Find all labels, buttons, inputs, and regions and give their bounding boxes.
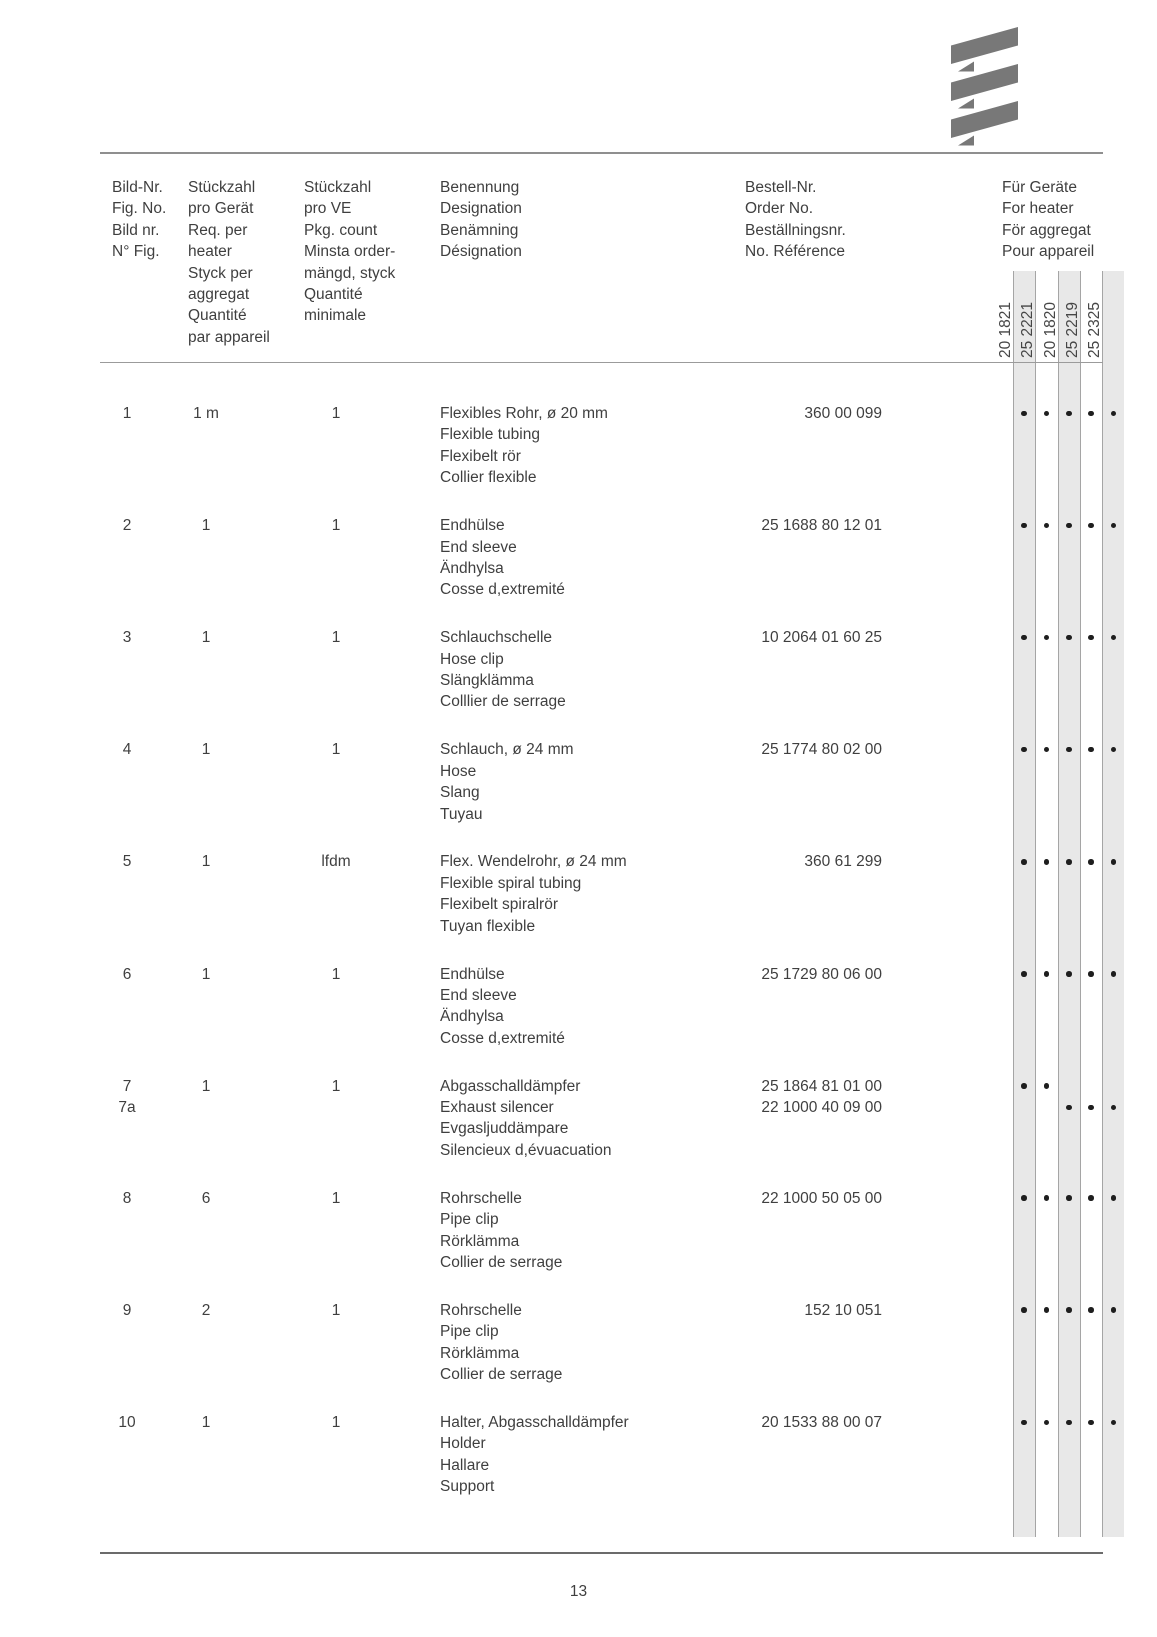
- designation-line: Hose: [440, 762, 477, 780]
- header-line: pro VE: [304, 200, 352, 218]
- designation-lines: [440, 851, 627, 937]
- fig-number: 10: [118, 1413, 136, 1431]
- order-numbers: [640, 515, 882, 536]
- qty-per-package: 1: [331, 741, 341, 759]
- fig-number-cell: [105, 403, 149, 424]
- fig-number-cell: [105, 739, 149, 760]
- column-header-qty_per_heater: [188, 177, 270, 348]
- applicability-dot: [1088, 523, 1094, 529]
- header-line: For heater: [1002, 200, 1074, 218]
- applicability-dot: [1088, 411, 1094, 417]
- applicability-dot: [1021, 859, 1027, 865]
- applicability-dot: [1021, 635, 1027, 641]
- qty-per-package: 1: [331, 965, 341, 983]
- applicability-dot: [1021, 971, 1027, 977]
- fig-number-cell: [105, 964, 149, 985]
- qty-per-heater: 2: [201, 1301, 211, 1319]
- column-header-for_heater: [1002, 177, 1094, 263]
- designation-line: Flexible tubing: [440, 426, 540, 444]
- header-line: mängd, styck: [304, 264, 396, 282]
- applicability-dot: [1111, 1195, 1117, 1201]
- designation-line: Ändhylsa: [440, 1008, 504, 1026]
- header-rule: [100, 362, 1103, 363]
- applicability-dot: [1044, 1083, 1050, 1089]
- designation-line: Silencieux d,évuacuation: [440, 1141, 612, 1159]
- applicability-dot: [1088, 635, 1094, 641]
- order-number: 360 00 099: [804, 405, 882, 422]
- applicability-dot: [1111, 747, 1117, 753]
- designation-line: Hose clip: [440, 650, 504, 668]
- device-column-label: 20 1821: [997, 301, 1015, 358]
- header-line: Bestell-Nr.: [745, 179, 817, 196]
- applicability-dot: [1044, 747, 1050, 753]
- applicability-dot: [1111, 411, 1117, 417]
- header-line: minimale: [304, 307, 367, 325]
- header-line: Fig. No.: [112, 200, 167, 218]
- designation-line: Pipe clip: [440, 1211, 499, 1229]
- order-number: 360 61 299: [804, 853, 882, 871]
- page-number: 13: [569, 1583, 588, 1600]
- header-line: pro Gerät: [188, 200, 254, 218]
- designation-line: Support: [440, 1478, 495, 1496]
- applicability-dot: [1088, 747, 1094, 753]
- fig-number: 9: [122, 1301, 132, 1319]
- qty-per-heater: 1: [201, 853, 211, 871]
- qty-per-package-cell: [305, 1412, 367, 1433]
- applicability-dot: [1088, 1420, 1094, 1426]
- designation-line: Cosse d,extremité: [440, 581, 565, 599]
- designation-lines: [440, 739, 574, 825]
- header-line: aggregat: [188, 286, 250, 304]
- header-line: Pour appareil: [1002, 243, 1095, 261]
- order-number: 22 1000 50 05 00: [761, 1189, 882, 1207]
- header-line: Benämning: [440, 221, 519, 239]
- qty-per-package-cell: [305, 515, 367, 536]
- designation-line: Abgasschalldämpfer: [440, 1077, 581, 1095]
- applicability-dot: [1021, 747, 1027, 753]
- bottom-rule: [100, 1552, 1103, 1554]
- applicability-dot: [1066, 747, 1072, 753]
- designation-lines: [440, 964, 565, 1050]
- qty-per-heater-cell: [180, 515, 232, 536]
- applicability-dot: [1044, 1195, 1050, 1201]
- qty-per-heater: 1: [201, 965, 211, 983]
- order-number: 25 1864 81 01 00: [761, 1077, 882, 1095]
- qty-per-heater: 1: [201, 629, 211, 647]
- designation-line: Schlauchschelle: [440, 629, 553, 647]
- column-header-qty_per_package: [304, 177, 395, 327]
- fig-number-cell: [105, 515, 149, 536]
- applicability-dot: [1044, 971, 1050, 977]
- designation-line: Halter, Abgasschalldämpfer: [440, 1413, 629, 1431]
- fig-number-cell: [105, 1412, 149, 1433]
- order-numbers: [640, 1188, 882, 1209]
- designation-line: End sleeve: [440, 538, 517, 556]
- designation-line: Flexibelt rör: [440, 447, 521, 465]
- header-line: Bild-Nr.: [112, 179, 163, 196]
- order-number: 22 1000 40 09 00: [761, 1099, 882, 1116]
- header-line: Bild nr.: [112, 221, 160, 239]
- fig-number: 4: [122, 741, 132, 759]
- designation-line: Endhülse: [440, 965, 505, 983]
- table-row: [0, 515, 1157, 627]
- qty-per-package: lfdm: [321, 853, 351, 871]
- header-line: Stückzahl: [304, 179, 372, 196]
- applicability-dot: [1111, 1307, 1117, 1313]
- header-line: par appareil: [188, 328, 270, 346]
- applicability-dot: [1111, 971, 1117, 977]
- designation-line: Colllier de serrage: [440, 693, 566, 711]
- order-numbers: [640, 851, 882, 872]
- designation-lines: [440, 1076, 611, 1162]
- header-line: Req. per: [188, 221, 248, 239]
- applicability-dot: [1021, 1420, 1027, 1426]
- designation-line: Flex. Wendelrohr, ø 24 mm: [440, 853, 627, 871]
- header-line: Désignation: [440, 243, 522, 261]
- applicability-dot: [1044, 523, 1050, 529]
- applicability-dot: [1044, 411, 1050, 417]
- header-line: Benennung: [440, 179, 520, 196]
- designation-line: Rörklämma: [440, 1344, 520, 1362]
- qty-per-heater-cell: [180, 1188, 232, 1209]
- designation-line: Schlauch, ø 24 mm: [440, 741, 574, 759]
- order-numbers: [640, 1412, 882, 1433]
- applicability-dot: [1111, 635, 1117, 641]
- applicability-dot: [1021, 1083, 1027, 1089]
- qty-per-heater: 1: [201, 517, 211, 535]
- qty-per-heater-cell: [180, 1412, 232, 1433]
- fig-number-cell: [105, 1300, 149, 1321]
- qty-per-package-cell: [305, 1188, 367, 1209]
- designation-line: Slängklämma: [440, 672, 534, 689]
- designation-line: Evgasljuddämpare: [440, 1120, 569, 1138]
- header-line: Designation: [440, 200, 522, 218]
- header-line: heater: [188, 243, 232, 261]
- applicability-dot: [1088, 1195, 1094, 1201]
- designation-line: Cosse d,extremité: [440, 1029, 565, 1047]
- applicability-dot: [1044, 1420, 1050, 1426]
- column-header-fig: [112, 177, 166, 263]
- header-line: Quantité: [188, 307, 247, 325]
- device-column-label: 25 2221: [1019, 301, 1037, 358]
- table-row: [0, 1188, 1157, 1300]
- header-line: Styck per: [188, 264, 253, 282]
- top-rule: [100, 152, 1103, 154]
- applicability-dot: [1021, 1307, 1027, 1313]
- qty-per-package-cell: [305, 1076, 367, 1097]
- designation-line: Exhaust silencer: [440, 1099, 554, 1116]
- applicability-dot: [1088, 971, 1094, 977]
- applicability-dot: [1066, 1420, 1072, 1426]
- table-row: [0, 1412, 1157, 1524]
- designation-line: Rohrschelle: [440, 1301, 522, 1319]
- qty-per-package: 1: [331, 405, 341, 422]
- order-numbers: [640, 964, 882, 985]
- qty-per-heater-cell: [180, 1076, 232, 1097]
- designation-line: Rohrschelle: [440, 1189, 522, 1207]
- designation-line: Rörklämma: [440, 1232, 520, 1250]
- applicability-dot: [1066, 1307, 1072, 1313]
- qty-per-heater: 1 m: [193, 405, 219, 422]
- applicability-dot: [1111, 1105, 1117, 1111]
- device-column-label: 25 2325: [1086, 301, 1104, 358]
- qty-per-package-cell: [305, 851, 367, 872]
- applicability-dot: [1066, 1105, 1072, 1111]
- applicability-dot: [1021, 1195, 1027, 1201]
- header-line: Beställningsnr.: [745, 221, 846, 239]
- designation-lines: [440, 515, 565, 601]
- header-line: N° Fig.: [112, 243, 160, 261]
- qty-per-package: 1: [331, 517, 341, 535]
- applicability-dot: [1044, 859, 1050, 865]
- order-numbers: [640, 1076, 882, 1119]
- applicability-dot: [1021, 411, 1027, 417]
- applicability-dot: [1066, 859, 1072, 865]
- qty-per-heater: 1: [201, 1077, 211, 1095]
- applicability-dot: [1066, 523, 1072, 529]
- qty-per-heater-cell: [180, 1300, 232, 1321]
- qty-per-package-cell: [305, 627, 367, 648]
- header-line: Stückzahl: [188, 179, 256, 196]
- applicability-dot: [1111, 1420, 1117, 1426]
- designation-line: Pipe clip: [440, 1323, 499, 1341]
- fig-number-cell: [105, 1188, 149, 1209]
- applicability-dot: [1066, 1195, 1072, 1201]
- order-number: 152 10 051: [804, 1301, 882, 1319]
- qty-per-heater-cell: [180, 627, 232, 648]
- order-number: 25 1729 80 06 00: [761, 965, 882, 983]
- order-numbers: [640, 739, 882, 760]
- designation-lines: [440, 403, 608, 489]
- designation-lines: [440, 1300, 562, 1386]
- header-line: Für Geräte: [1002, 179, 1077, 196]
- column-header-order_no: [745, 177, 846, 263]
- designation-line: Holder: [440, 1435, 486, 1453]
- qty-per-heater-cell: [180, 851, 232, 872]
- qty-per-package-cell: [305, 739, 367, 760]
- order-numbers: [640, 403, 882, 424]
- header-line: Pkg. count: [304, 221, 378, 239]
- designation-line: Tuyan flexible: [440, 917, 536, 935]
- device-column-label: 25 2219: [1064, 301, 1082, 358]
- designation-line: Slang: [440, 784, 480, 802]
- fig-number: 5: [122, 853, 132, 871]
- applicability-dot: [1066, 635, 1072, 641]
- header-line: För aggregat: [1002, 221, 1091, 239]
- fig-number: 7: [122, 1077, 132, 1095]
- applicability-dot: [1066, 971, 1072, 977]
- qty-per-heater: 6: [201, 1189, 211, 1207]
- applicability-dot: [1088, 1307, 1094, 1313]
- fig-number: 2: [122, 517, 132, 535]
- designation-line: Flexibelt spiralrör: [440, 896, 559, 914]
- applicability-dot: [1066, 411, 1072, 417]
- designation-line: Ändhylsa: [440, 559, 504, 577]
- applicability-dot: [1111, 859, 1117, 865]
- order-number: 25 1688 80 12 01: [761, 517, 882, 535]
- designation-line: Flexible spiral tubing: [440, 874, 582, 892]
- qty-per-package: 1: [331, 1077, 341, 1095]
- fig-number-cell: [105, 627, 149, 648]
- order-numbers: [640, 1300, 882, 1321]
- header-line: Minsta order-: [304, 243, 396, 261]
- fig-number: 3: [122, 629, 132, 647]
- fig-number: 6: [122, 965, 132, 983]
- order-number: 20 1533 88 00 07: [761, 1413, 882, 1431]
- header-line: Quantité: [304, 286, 363, 304]
- designation-line: Endhülse: [440, 517, 505, 535]
- applicability-dot: [1088, 859, 1094, 865]
- designation-line: Collier de serrage: [440, 1253, 563, 1271]
- eberspaecher-logo: [951, 26, 1019, 146]
- order-number: 25 1774 80 02 00: [761, 741, 882, 759]
- qty-per-heater: 1: [201, 1413, 211, 1431]
- header-line: No. Référence: [745, 243, 845, 261]
- qty-per-package-cell: [305, 964, 367, 985]
- order-number: 10 2064 01 60 25: [761, 629, 882, 647]
- header-line: Order No.: [745, 200, 814, 218]
- table-row: [0, 403, 1157, 515]
- table-row: [0, 627, 1157, 739]
- designation-lines: [440, 627, 566, 713]
- fig-number: 1: [122, 405, 132, 422]
- designation-lines: [440, 1412, 629, 1498]
- qty-per-package: 1: [331, 629, 341, 647]
- designation-lines: [440, 1188, 562, 1274]
- device-column-label: 20 1820: [1041, 301, 1059, 358]
- order-numbers: [640, 627, 882, 648]
- applicability-dot: [1044, 1307, 1050, 1313]
- fig-number-cell: [105, 851, 149, 872]
- column-header-designation: [440, 177, 522, 263]
- applicability-dot: [1088, 1105, 1094, 1111]
- applicability-dot: [1111, 523, 1117, 529]
- qty-per-package-cell: [305, 1300, 367, 1321]
- qty-per-heater-cell: [180, 964, 232, 985]
- qty-per-package: 1: [331, 1301, 341, 1319]
- qty-per-heater-cell: [180, 403, 232, 424]
- qty-per-package-cell: [305, 403, 367, 424]
- qty-per-package: 1: [331, 1189, 341, 1207]
- table-row: [0, 739, 1157, 851]
- qty-per-heater: 1: [201, 741, 211, 759]
- table-row: [0, 1300, 1157, 1412]
- designation-line: Hallare: [440, 1456, 490, 1474]
- table-row: [0, 964, 1157, 1076]
- qty-per-package: 1: [331, 1413, 341, 1431]
- designation-line: Flexibles Rohr, ø 20 mm: [440, 405, 608, 422]
- qty-per-heater-cell: [180, 739, 232, 760]
- designation-line: Collier de serrage: [440, 1366, 563, 1384]
- designation-line: End sleeve: [440, 986, 517, 1004]
- fig-number-cell: [105, 1076, 149, 1119]
- designation-line: Tuyau: [440, 805, 483, 823]
- fig-number: 7a: [118, 1099, 136, 1116]
- applicability-dot: [1044, 635, 1050, 641]
- table-row: [0, 851, 1157, 963]
- applicability-dot: [1021, 523, 1027, 529]
- designation-line: Collier flexible: [440, 469, 537, 487]
- fig-number: 8: [122, 1189, 132, 1207]
- table-row: [0, 1076, 1157, 1188]
